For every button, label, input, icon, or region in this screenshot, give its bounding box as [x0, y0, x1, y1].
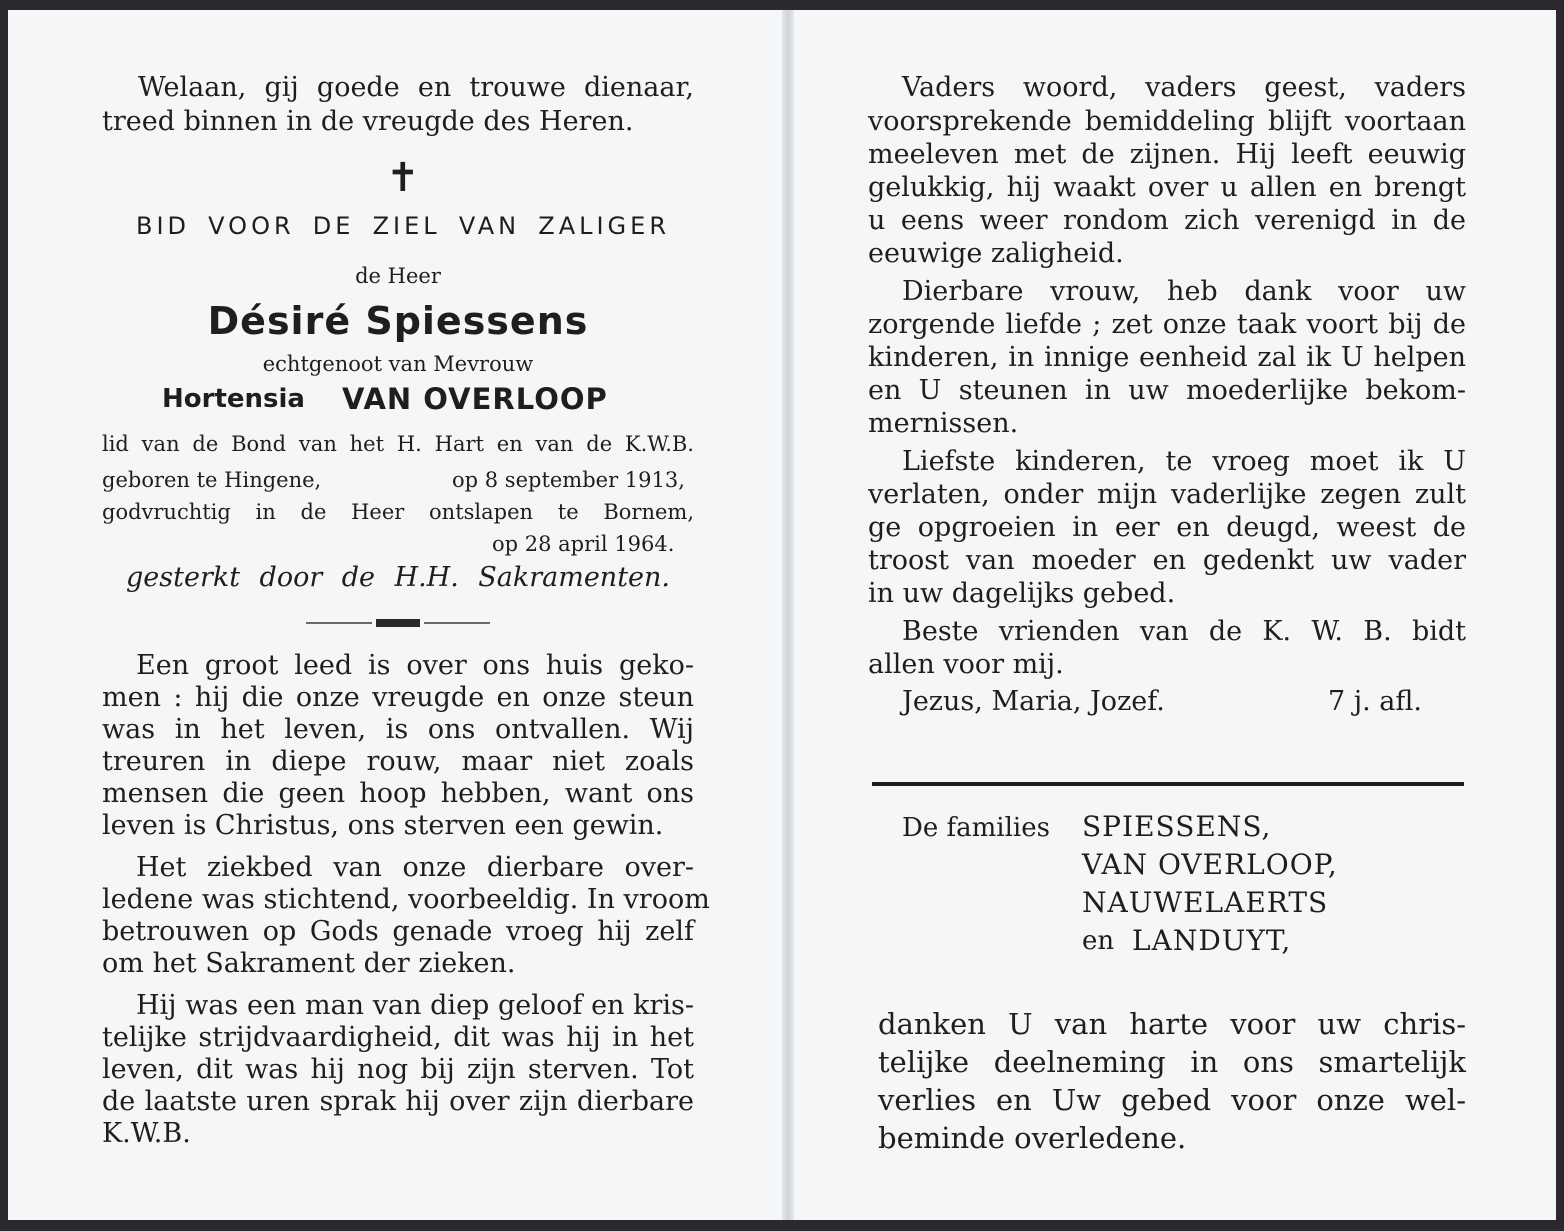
left-para3-line: de laatste uren sprak hij over zijn dierbare: [102, 1086, 694, 1117]
left-para3-line: telijke strijdvaardigheid, dit was hij in het: [102, 1022, 694, 1053]
section-rule: [872, 782, 1464, 786]
death-date: op 28 april 1964.: [492, 532, 675, 556]
memorial-card: [8, 10, 1556, 1220]
left-para2-line: betrouwen op Gods genade vroeg hij zelf: [102, 916, 694, 947]
card-fold: [782, 10, 794, 1220]
families-intro: De families: [902, 813, 1050, 843]
right-para1-line: eeuwige zaligheid.: [868, 238, 1124, 269]
left-para1-line: Een groot leed is over ons huis geko-: [136, 650, 694, 681]
family-name: VAN OVERLOOP,: [1082, 848, 1338, 881]
divider-center: [376, 619, 420, 627]
right-para2-line: en U steunen in uw moederlijke bekom-: [868, 375, 1466, 406]
right-para3-line: troost van moeder en gedenkt uw vader: [868, 545, 1466, 576]
thanks-line: telijke deelneming in ons smartelijk: [878, 1045, 1466, 1079]
left-para1-line: men : hij die onze vreugde en onze steun: [102, 682, 694, 713]
cross-icon: ✝: [386, 155, 420, 201]
left-para3-line: leven, dit was hij nog bij zijn sterven. Tot: [102, 1054, 694, 1085]
right-para1-line: voorsprekende bemiddeling blijft voortaan: [868, 106, 1466, 137]
spouse-intro: echtgenoot van Mevrouw: [262, 352, 534, 376]
indulgence: 7 j. afl.: [1328, 686, 1422, 717]
sacraments: gesterkt door de H.H. Sakramenten.: [126, 562, 670, 593]
thanks-line: verlies en Uw gebed voor onze wel-: [878, 1083, 1466, 1117]
right-para3-line: Liefste kinderen, te vroeg moet ik U: [902, 446, 1466, 477]
birth-date: op 8 september 1913,: [452, 468, 685, 492]
right-para1-line: meeleven met de zijnen. Hij leeft eeuwig: [868, 139, 1466, 170]
right-para2-line: mernissen.: [868, 408, 1019, 439]
left-para1-line: mensen die geen hoop hebben, want ons: [102, 778, 694, 809]
membership: lid van de Bond van het H. Hart en van de K.W.B.: [102, 432, 694, 456]
right-panel: [794, 10, 1556, 1220]
right-para2-line: kinderen, in innige eenheid zal ik U helpen: [868, 342, 1466, 373]
right-para4-line: allen voor mij.: [868, 649, 1064, 680]
left-para2-line: om het Sakrament der zieken.: [102, 948, 516, 979]
right-para4-line: Beste vrienden van de K. W. B. bidt: [902, 616, 1466, 647]
right-para1-line: u eens weer rondom zich verenigd in de: [868, 205, 1466, 236]
right-para1-line: Vaders woord, vaders geest, vaders: [902, 72, 1466, 103]
birth-place: geboren te Hingene,: [102, 468, 322, 492]
pray-heading: BID VOOR DE ZIEL VAN ZALIGER: [136, 212, 670, 240]
right-para2-line: Dierbare vrouw, heb dank voor uw: [902, 276, 1466, 307]
right-para2-line: zorgende liefde ; zet onze taak voort bij de: [868, 309, 1466, 340]
divider-left: [306, 622, 372, 624]
family-name: NAUWELAERTS: [1082, 886, 1329, 919]
right-para3-line: in uw dagelijks gebed.: [868, 578, 1176, 609]
death-place: godvruchtig in de Heer ontslapen te Bornem,: [102, 500, 694, 524]
families-and: en: [1082, 926, 1115, 956]
left-para1-line: leven is Christus, ons sterven een gewin.: [102, 810, 664, 841]
de-heer: de Heer: [355, 264, 441, 288]
left-para2-line: ledene was stichtend, voorbeeldig. In vroom: [102, 884, 710, 915]
family-name: LANDUYT,: [1132, 924, 1292, 957]
right-para1-line: gelukkig, hij waakt over u allen en brengt: [868, 172, 1466, 203]
thanks-line: beminde overledene.: [878, 1121, 1187, 1155]
spouse-last-name: VAN OVERLOOP: [342, 382, 608, 416]
right-para3-line: verlaten, onder mijn vaderlijke zegen zult: [868, 479, 1466, 510]
left-para2-line: Het ziekbed van onze dierbare over-: [136, 852, 694, 883]
family-name: SPIESSENS,: [1082, 810, 1272, 843]
deceased-name: Désiré Spiessens: [207, 299, 589, 343]
left-para1-line: was in het leven, is ons ontvallen. Wij: [102, 714, 694, 745]
opening-line-1: Welaan, gij goede en trouwe dienaar,: [138, 72, 694, 103]
thanks-line: danken U van harte voor uw chris-: [878, 1007, 1466, 1041]
left-panel: [8, 10, 782, 1220]
spouse-first-name: Hortensia: [162, 384, 305, 414]
right-para3-line: ge opgroeien in eer en deugd, weest de: [868, 512, 1466, 543]
left-para3-line: Hij was een man van diep geloof en kris-: [136, 990, 694, 1021]
divider-right: [424, 622, 490, 624]
left-para3-line: K.W.B.: [102, 1118, 191, 1149]
closing-prayer: Jezus, Maria, Jozef.: [902, 686, 1165, 717]
opening-line-2: treed binnen in de vreugde des Heren.: [102, 106, 634, 137]
left-para1-line: treuren in diepe rouw, maar niet zoals: [102, 746, 694, 777]
